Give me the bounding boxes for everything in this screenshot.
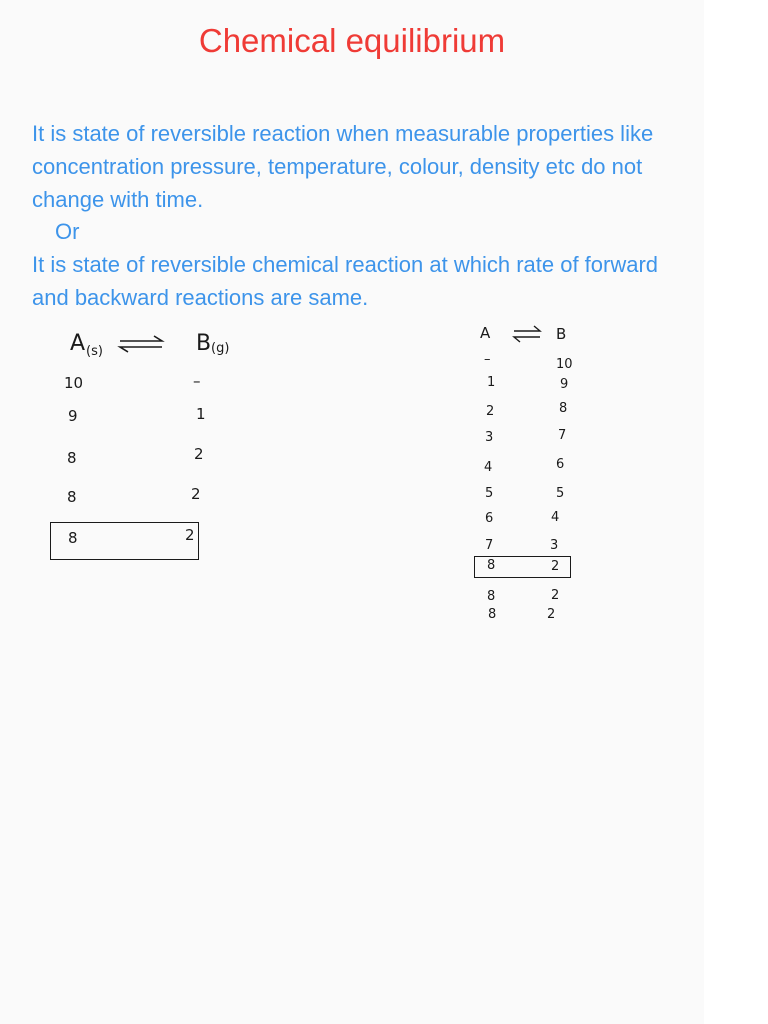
right-row-7-a: 6 [485, 511, 494, 526]
right-boxed-a: 8 [487, 558, 496, 573]
right-row-1-b: 10 [556, 357, 573, 372]
right-row-5-a: 4 [484, 460, 493, 475]
right-row-4-a: 3 [485, 430, 494, 445]
right-after-row-2-a: 8 [488, 607, 497, 622]
left-row-2-b: 1 [196, 405, 206, 423]
right-row-5-b: 6 [556, 457, 565, 472]
right-after-row-2-b: 2 [547, 607, 556, 622]
left-reactant-state: (s) [86, 344, 103, 359]
right-row-7-b: 4 [551, 510, 560, 525]
left-equilibrium-arrow-icon [118, 336, 164, 352]
left-row-4-b: 2 [191, 485, 201, 503]
left-reactant: A [70, 331, 86, 356]
right-row-2-b: 9 [560, 377, 569, 392]
right-row-1-a: – [484, 352, 491, 367]
right-row-3-b: 8 [559, 401, 568, 416]
left-row-2-a: 9 [68, 407, 78, 425]
right-row-6-a: 5 [485, 486, 494, 501]
left-row-3-a: 8 [67, 449, 77, 467]
right-equilibrium-arrow-icon [512, 326, 542, 342]
or-text: Or [55, 219, 80, 244]
left-row-4-a: 8 [67, 488, 77, 506]
left-row-1-a: 10 [64, 374, 84, 392]
right-row-3-a: 2 [486, 404, 495, 419]
definition-paragraph-1: It is state of reversible reaction when measurable properties like concentration pressure, temperature, colour, density etc do not change with time. [32, 121, 654, 212]
left-row-1-b: – [193, 372, 201, 390]
right-reactant: A [480, 324, 491, 342]
page-title: Chemical equilibrium [198, 22, 506, 59]
right-row-6-b: 5 [556, 486, 565, 501]
definition-paragraph-2: It is state of reversible chemical reaction at which rate of forward and backward reactions are same. [32, 252, 659, 310]
left-row-3-b: 2 [194, 445, 204, 463]
right-after-row-1-b: 2 [551, 588, 560, 603]
right-row-8-a: 7 [485, 538, 494, 553]
right-margin-strip [704, 0, 768, 1024]
right-after-row-1-a: 8 [487, 589, 496, 604]
right-row-8-b: 3 [550, 538, 559, 553]
right-boxed-b: 2 [551, 559, 560, 574]
left-product: B [196, 331, 212, 356]
left-boxed-a: 8 [68, 529, 78, 547]
right-row-4-b: 7 [558, 428, 567, 443]
right-row-2-a: 1 [487, 375, 496, 390]
left-product-state: (g) [211, 341, 230, 356]
left-boxed-b: 2 [185, 526, 195, 544]
right-product: B [556, 325, 567, 343]
